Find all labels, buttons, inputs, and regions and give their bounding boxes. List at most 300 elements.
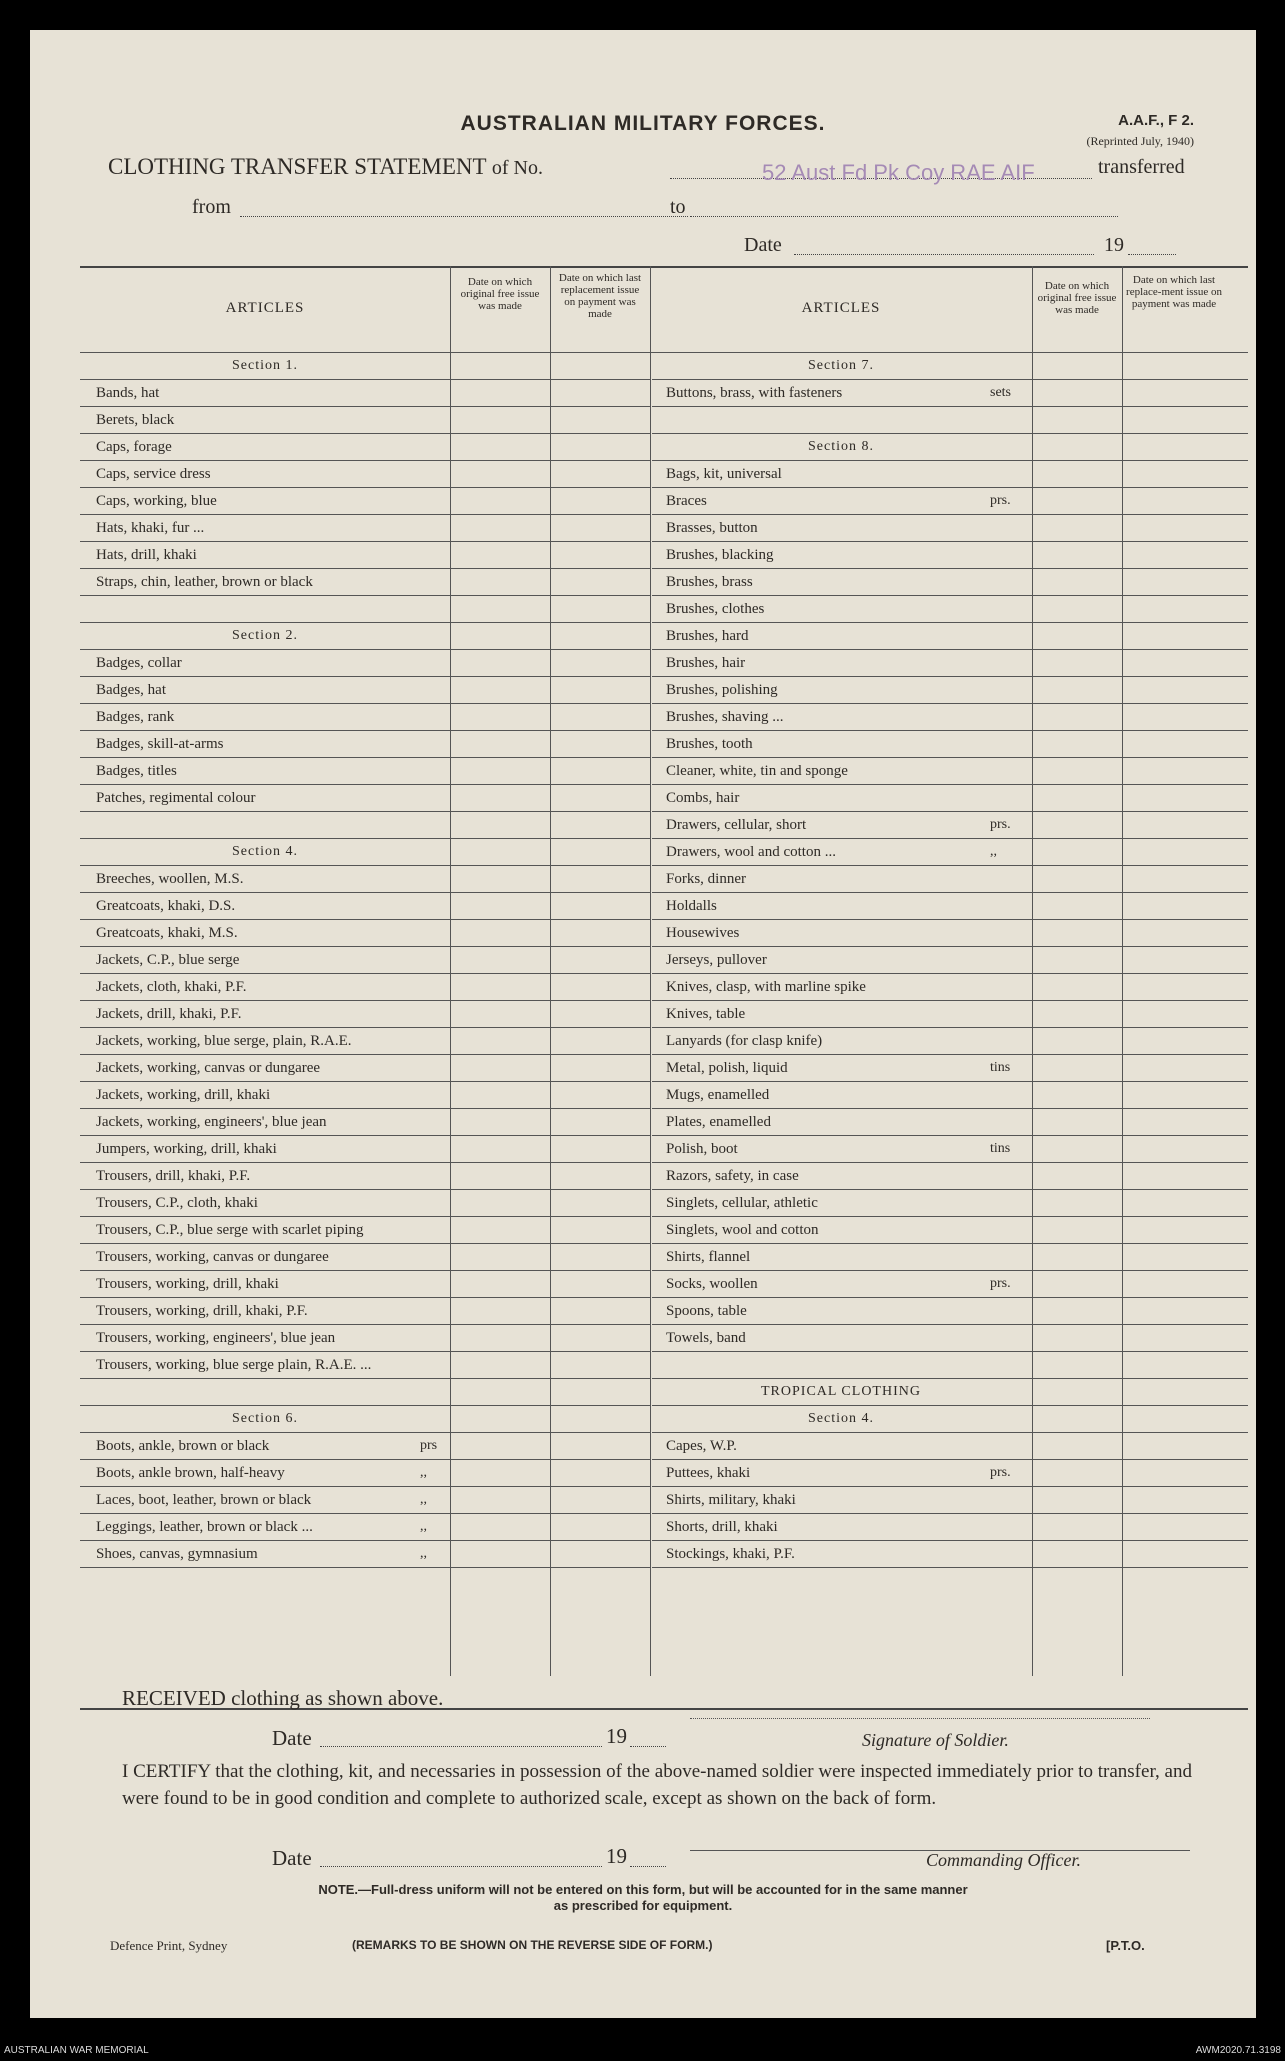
article-replacement-date-cell[interactable] [552,568,648,595]
article-replacement-date-cell[interactable] [552,541,648,568]
articles-header-right: ARTICLES [801,300,881,316]
article-original-date-cell[interactable] [1034,1216,1120,1243]
archive-caption-left: AUSTRALIAN WAR MEMORIAL [4,2045,149,2056]
article-label: Brushes, brass [666,574,753,590]
article-original-date-cell[interactable] [1034,487,1120,514]
article-replacement-date-cell[interactable] [552,1054,648,1081]
article-replacement-date-cell[interactable] [1124,730,1244,757]
article-original-date-cell[interactable] [452,1081,548,1108]
article-label: Jackets, C.P., blue serge [96,952,240,968]
article-replacement-date-cell[interactable] [552,1243,648,1270]
date-line[interactable] [794,254,1094,255]
article-replacement-date-cell[interactable] [1124,676,1244,703]
article-original-date-cell[interactable] [1034,919,1120,946]
article-label: Buttons, brass, with fasteners [666,385,843,401]
article-replacement-date-cell[interactable] [1124,487,1244,514]
row-rule [80,811,650,812]
article-replacement-date-cell[interactable] [552,730,648,757]
article-original-date-cell[interactable] [452,541,548,568]
article-label: Shirts, flannel [666,1249,751,1265]
article-original-date-cell[interactable] [1034,1513,1120,1540]
date-original-header-right: Date on which original free issue was made [1037,280,1117,316]
article-replacement-date-cell[interactable] [1124,379,1244,406]
article-label: Patches, regimental colour [96,790,256,806]
article-label: Trousers, working, drill, khaki [96,1276,279,1292]
article-original-date-cell[interactable] [1034,811,1120,838]
article-original-date-cell[interactable] [1034,1459,1120,1486]
article-replacement-date-cell[interactable] [552,865,648,892]
article-original-date-cell[interactable] [452,1513,548,1540]
article-replacement-date-cell[interactable] [552,1432,648,1459]
article-replacement-date-cell[interactable] [552,1351,648,1378]
article-label: Jackets, working, drill, khaki [96,1087,271,1103]
article-replacement-date-cell[interactable] [552,1162,648,1189]
article-replacement-date-cell[interactable] [552,649,648,676]
article-label: Caps, working, blue [96,493,217,509]
article-replacement-date-cell[interactable] [552,784,648,811]
article-original-date-cell[interactable] [452,1270,548,1297]
article-replacement-date-cell[interactable] [552,433,648,460]
article-original-date-cell[interactable] [452,568,548,595]
article-replacement-date-cell[interactable] [1124,1000,1244,1027]
certify-year-label: 19 [606,1844,627,1868]
article-original-date-cell[interactable] [452,730,548,757]
article-replacement-date-cell[interactable] [1124,1432,1244,1459]
unit-label: prs. [990,1465,1011,1480]
articles-header-left: ARTICLES [225,300,305,316]
article-label: Trousers, C.P., cloth, khaki [96,1195,258,1211]
row-rule [652,1405,1248,1406]
article-original-date-cell[interactable] [1034,973,1120,1000]
article-original-date-cell[interactable] [452,1135,548,1162]
article-replacement-date-cell[interactable] [552,919,648,946]
article-original-date-cell[interactable] [1034,1108,1120,1135]
article-original-date-cell[interactable] [452,784,548,811]
article-original-date-cell[interactable] [1034,838,1120,865]
pto-label: [P.T.O. [1106,1938,1145,1953]
section-heading: Section 1. [232,358,298,373]
article-label: Badges, collar [96,655,182,671]
row-rule [652,406,1248,407]
received-year-label: 19 [606,1724,627,1748]
signature-of-soldier: Signature of Soldier. [862,1730,1009,1750]
article-replacement-date-cell[interactable] [1124,1270,1244,1297]
article-replacement-date-cell[interactable] [1124,1540,1244,1567]
article-label: Badges, rank [96,709,175,725]
to-line[interactable] [690,216,1118,217]
tropical-heading: TROPICAL CLOTHING [761,1384,921,1399]
article-replacement-date-cell[interactable] [1124,460,1244,487]
article-replacement-date-cell[interactable] [1124,865,1244,892]
article-original-date-cell[interactable] [1034,1000,1120,1027]
article-label: Braces [666,493,707,509]
article-replacement-date-cell[interactable] [1124,1135,1244,1162]
article-label: Trousers, working, blue serge plain, R.A.E. ... [96,1357,372,1373]
article-label: Metal, polish, liquid [666,1060,788,1076]
remarks-note: (REMARKS TO BE SHOWN ON THE REVERSE SIDE OF FORM.) [352,1938,713,1952]
article-label: Brushes, hair [666,655,746,671]
unit-label: prs. [990,1276,1011,1291]
certification-paragraph: I CERTIFY that the clothing, kit, and necessaries in possession of the above-named soldier were inspected immediately prior to transfer, and were found to be in good condition and complete to authorized scale, except as shown on the back of form. [122,1761,1192,1809]
certify-date-label: Date [272,1846,312,1870]
year-line[interactable] [1128,254,1176,255]
article-original-date-cell[interactable] [452,946,548,973]
article-original-date-cell[interactable] [1034,757,1120,784]
unit-label: ,, [420,1465,427,1480]
article-replacement-date-cell[interactable] [552,1324,648,1351]
received-date-line[interactable] [320,1746,602,1747]
article-label: Socks, woollen [666,1276,758,1292]
article-label: Brushes, polishing [666,682,778,698]
soldier-signature-line[interactable] [690,1718,1150,1719]
article-label: Badges, skill-at-arms [96,736,224,752]
article-replacement-date-cell[interactable] [1124,1324,1244,1351]
article-label: Berets, black [96,412,175,428]
article-replacement-date-cell[interactable] [552,1216,648,1243]
article-original-date-cell[interactable] [1034,1054,1120,1081]
article-original-date-cell[interactable] [1034,1297,1120,1324]
article-replacement-date-cell[interactable] [552,1108,648,1135]
article-label: Boots, ankle, brown or black [96,1438,270,1454]
article-original-date-cell[interactable] [452,514,548,541]
article-replacement-date-cell[interactable] [552,703,648,730]
row-rule [80,595,650,596]
article-replacement-date-cell[interactable] [552,1540,648,1567]
article-label: Towels, band [666,1330,746,1346]
article-label: Brushes, tooth [666,736,753,752]
article-original-date-cell[interactable] [452,1459,548,1486]
article-label: Jackets, working, engineers', blue jean [96,1114,327,1130]
article-original-date-cell[interactable] [1034,541,1120,568]
commanding-officer: Commanding Officer. [926,1850,1081,1870]
article-replacement-date-cell[interactable] [552,514,648,541]
article-replacement-date-cell[interactable] [552,973,648,1000]
article-original-date-cell[interactable] [1034,1486,1120,1513]
clothing-table [80,266,1248,1708]
article-replacement-date-cell[interactable] [1124,568,1244,595]
reprint-note: (Reprinted July, 1940) [1086,134,1194,148]
article-label: Bags, kit, universal [666,466,782,482]
row-rule [652,433,1248,434]
article-original-date-cell[interactable] [452,1432,548,1459]
row-rule [80,1378,650,1379]
article-label: Caps, forage [96,439,172,455]
article-label: Drawers, cellular, short [666,817,807,833]
article-replacement-date-cell[interactable] [1124,1486,1244,1513]
section-heading: Section 2. [232,628,298,643]
article-label: Jackets, cloth, khaki, P.F. [96,979,247,995]
article-original-date-cell[interactable] [452,1189,548,1216]
transferred-label: transferred [1098,156,1185,178]
article-original-date-cell[interactable] [1034,460,1120,487]
article-label: Forks, dinner [666,871,746,887]
article-original-date-cell[interactable] [452,676,548,703]
article-label: Bands, hat [96,385,160,401]
article-original-date-cell[interactable] [452,1108,548,1135]
article-original-date-cell[interactable] [452,1324,548,1351]
article-replacement-date-cell[interactable] [1124,1513,1244,1540]
article-replacement-date-cell[interactable] [1124,1243,1244,1270]
article-label: Jerseys, pullover [666,952,767,968]
article-label: Singlets, wool and cotton [666,1222,819,1238]
article-original-date-cell[interactable] [1034,622,1120,649]
article-replacement-date-cell[interactable] [1124,757,1244,784]
article-replacement-date-cell[interactable] [552,1513,648,1540]
article-replacement-date-cell[interactable] [1124,892,1244,919]
article-label: Shoes, canvas, gymnasium [96,1546,258,1562]
article-replacement-date-cell[interactable] [1124,1162,1244,1189]
article-label: Knives, clasp, with marline spike [666,979,866,995]
article-label: Straps, chin, leather, brown or black [96,574,313,590]
article-label: Brasses, button [666,520,758,536]
unit-label: tins [990,1060,1011,1075]
date-replacement-header-right: Date on which last replace-ment issue on payment was made [1126,274,1222,310]
article-original-date-cell[interactable] [1034,676,1120,703]
article-original-date-cell[interactable] [452,1351,548,1378]
article-label: Jackets, drill, khaki, P.F. [96,1006,242,1022]
article-original-date-cell[interactable] [452,1540,548,1567]
article-replacement-date-cell[interactable] [1124,1216,1244,1243]
article-label: Brushes, shaving ... [666,709,784,725]
article-original-date-cell[interactable] [1034,1324,1120,1351]
article-label: Leggings, leather, brown or black ... [96,1519,313,1535]
article-replacement-date-cell[interactable] [1124,1297,1244,1324]
article-replacement-date-cell[interactable] [552,1081,648,1108]
article-original-date-cell[interactable] [1034,1243,1120,1270]
article-replacement-date-cell[interactable] [1124,811,1244,838]
article-original-date-cell[interactable] [452,649,548,676]
article-label: Brushes, hard [666,628,749,644]
note-block [30,1882,1256,1914]
article-label: Stockings, khaki, P.F. [666,1546,795,1562]
article-original-date-cell[interactable] [452,487,548,514]
form-sheet [30,30,1256,2018]
article-replacement-date-cell[interactable] [552,460,648,487]
section-heading: Section 4. [808,1411,874,1426]
article-original-date-cell[interactable] [452,892,548,919]
article-replacement-date-cell[interactable] [1124,838,1244,865]
article-original-date-cell[interactable] [1034,703,1120,730]
article-original-date-cell[interactable] [1034,649,1120,676]
article-original-date-cell[interactable] [1034,595,1120,622]
article-original-date-cell[interactable] [1034,730,1120,757]
article-label: Lanyards (for clasp knife) [666,1033,823,1049]
article-label: Hats, khaki, fur ... [96,520,205,536]
certify-year-line[interactable] [630,1866,666,1867]
article-label: Puttees, khaki [666,1465,751,1481]
unit-label: prs. [990,817,1011,832]
article-label: Trousers, working, engineers', blue jean [96,1330,336,1346]
article-replacement-date-cell[interactable] [1124,1189,1244,1216]
article-label: Drawers, wool and cotton ... [666,844,836,860]
received-date-label: Date [272,1726,312,1750]
article-original-date-cell[interactable] [1034,379,1120,406]
section-heading: Section 8. [808,439,874,454]
article-label: Plates, enamelled [666,1114,771,1130]
article-replacement-date-cell[interactable] [552,406,648,433]
section-heading: Section 7. [808,358,874,373]
article-original-date-cell[interactable] [1034,514,1120,541]
article-original-date-cell[interactable] [452,919,548,946]
article-replacement-date-cell[interactable] [1124,946,1244,973]
article-label: Trousers, working, canvas or dungaree [96,1249,329,1265]
article-replacement-date-cell[interactable] [1124,649,1244,676]
article-original-date-cell[interactable] [1034,865,1120,892]
unit-label: ,, [420,1546,427,1561]
article-original-date-cell[interactable] [452,1216,548,1243]
article-original-date-cell[interactable] [452,1297,548,1324]
article-original-date-cell[interactable] [1034,1081,1120,1108]
article-original-date-cell[interactable] [452,757,548,784]
article-replacement-date-cell[interactable] [1124,1459,1244,1486]
row-rule [80,838,650,839]
unit-label: prs [420,1438,438,1453]
article-original-date-cell[interactable] [1034,946,1120,973]
received-statement: RECEIVED clothing as shown above. [122,1686,444,1710]
row-rule [80,1405,650,1406]
article-replacement-date-cell[interactable] [1124,595,1244,622]
date-replacement-header-left: Date on which last replacement issue on payment was made [558,272,642,320]
note-line-2: as prescribed for equipment. [553,1898,733,1913]
article-replacement-date-cell[interactable] [552,379,648,406]
article-original-date-cell[interactable] [452,433,548,460]
article-replacement-date-cell[interactable] [552,487,648,514]
article-label: Breeches, woollen, M.S. [96,871,244,887]
article-original-date-cell[interactable] [452,1000,548,1027]
article-label: Combs, hair [666,790,740,806]
article-replacement-date-cell[interactable] [552,1270,648,1297]
article-replacement-date-cell[interactable] [1124,919,1244,946]
date-label: Date [744,234,782,256]
article-original-date-cell[interactable] [452,1054,548,1081]
article-original-date-cell[interactable] [1034,1162,1120,1189]
article-original-date-cell[interactable] [1034,1270,1120,1297]
article-label: Spoons, table [666,1303,747,1319]
article-label: Polish, boot [666,1141,738,1157]
article-replacement-date-cell[interactable] [1124,973,1244,1000]
article-label: Brushes, clothes [666,601,765,617]
article-label: Greatcoats, khaki, M.S. [96,925,238,941]
article-replacement-date-cell[interactable] [552,1000,648,1027]
article-label: Jackets, working, canvas or dungaree [96,1060,321,1076]
article-original-date-cell[interactable] [452,703,548,730]
article-label: Badges, titles [96,763,177,779]
archive-caption-right: AWM2020.71.3198 [1195,2045,1281,2056]
article-replacement-date-cell[interactable] [552,1135,648,1162]
section-heading: Section 4. [232,844,298,859]
article-replacement-date-cell[interactable] [1124,1054,1244,1081]
article-label: Jumpers, working, drill, khaki [96,1141,277,1157]
unit-label: tins [990,1141,1011,1156]
article-label: Cleaner, white, tin and sponge [666,763,848,779]
unit-label: ,, [420,1519,427,1534]
to-label: to [670,196,686,218]
article-original-date-cell[interactable] [452,460,548,487]
row-rule [80,1567,650,1568]
date-original-header-left: Date on which original free issue was made [460,276,540,312]
article-replacement-date-cell[interactable] [552,1459,648,1486]
article-replacement-date-cell[interactable] [1124,784,1244,811]
article-replacement-date-cell[interactable] [1124,703,1244,730]
article-label: Shirts, military, khaki [666,1492,796,1508]
article-original-date-cell[interactable] [452,1486,548,1513]
article-label: Shorts, drill, khaki [666,1519,778,1535]
article-label: Housewives [666,925,740,941]
unit-stamp: 52 Aust Fd Pk Coy RAE AIF [762,160,1035,185]
article-label: Trousers, C.P., blue serge with scarlet piping [96,1222,364,1238]
article-replacement-date-cell[interactable] [1124,514,1244,541]
row-rule [80,622,650,623]
article-replacement-date-cell[interactable] [1124,622,1244,649]
article-replacement-date-cell[interactable] [552,1189,648,1216]
article-replacement-date-cell[interactable] [552,757,648,784]
section-heading: Section 6. [232,1411,298,1426]
article-original-date-cell[interactable] [1034,1027,1120,1054]
from-label: from [192,196,231,218]
article-replacement-date-cell[interactable] [1124,541,1244,568]
of-no-label: of No. [491,157,543,179]
article-label: Jackets, working, blue serge, plain, R.A.E. [96,1033,352,1049]
article-replacement-date-cell[interactable] [552,1027,648,1054]
unit-label: ,, [990,844,997,859]
article-replacement-date-cell[interactable] [552,1486,648,1513]
form-title: AUSTRALIAN MILITARY FORCES. [460,112,826,135]
article-replacement-date-cell[interactable] [1124,1081,1244,1108]
received-year-line[interactable] [630,1746,666,1747]
article-label: Greatcoats, khaki, D.S. [96,898,236,914]
article-original-date-cell[interactable] [452,973,548,1000]
row-rule [652,1351,1248,1352]
article-label: Brushes, blacking [666,547,774,563]
article-original-date-cell[interactable] [452,406,548,433]
article-replacement-date-cell[interactable] [552,946,648,973]
article-label: Hats, drill, khaki [96,547,197,563]
year-label: 19 [1104,234,1124,256]
article-original-date-cell[interactable] [452,379,548,406]
article-label: Holdalls [666,898,717,914]
form-number: A.A.F., F 2. [1118,112,1194,129]
certify-date-line[interactable] [320,1866,602,1867]
article-replacement-date-cell[interactable] [552,1297,648,1324]
article-original-date-cell[interactable] [1034,1135,1120,1162]
unit-label: prs. [990,493,1011,508]
article-label: Caps, service dress [96,466,211,482]
article-label: Capes, W.P. [666,1438,737,1454]
article-original-date-cell[interactable] [1034,1540,1120,1567]
from-line[interactable] [240,216,688,217]
row-rule [652,1378,1248,1379]
article-original-date-cell[interactable] [1034,784,1120,811]
article-replacement-date-cell[interactable] [552,676,648,703]
article-label: Trousers, working, drill, khaki, P.F. [96,1303,308,1319]
statement-heading [108,154,543,180]
article-original-date-cell[interactable] [1034,568,1120,595]
article-label: Laces, boot, leather, brown or black [96,1492,312,1508]
article-original-date-cell[interactable] [452,865,548,892]
article-original-date-cell[interactable] [1034,1432,1120,1459]
row-rule [652,1567,1248,1568]
article-original-date-cell[interactable] [1034,1189,1120,1216]
article-replacement-date-cell[interactable] [552,892,648,919]
article-replacement-date-cell[interactable] [1124,1027,1244,1054]
article-label: Badges, hat [96,682,166,698]
article-replacement-date-cell[interactable] [1124,1108,1244,1135]
article-label: Knives, table [666,1006,746,1022]
article-original-date-cell[interactable] [452,1162,548,1189]
article-original-date-cell[interactable] [452,1243,548,1270]
article-original-date-cell[interactable] [1034,892,1120,919]
article-original-date-cell[interactable] [452,1027,548,1054]
